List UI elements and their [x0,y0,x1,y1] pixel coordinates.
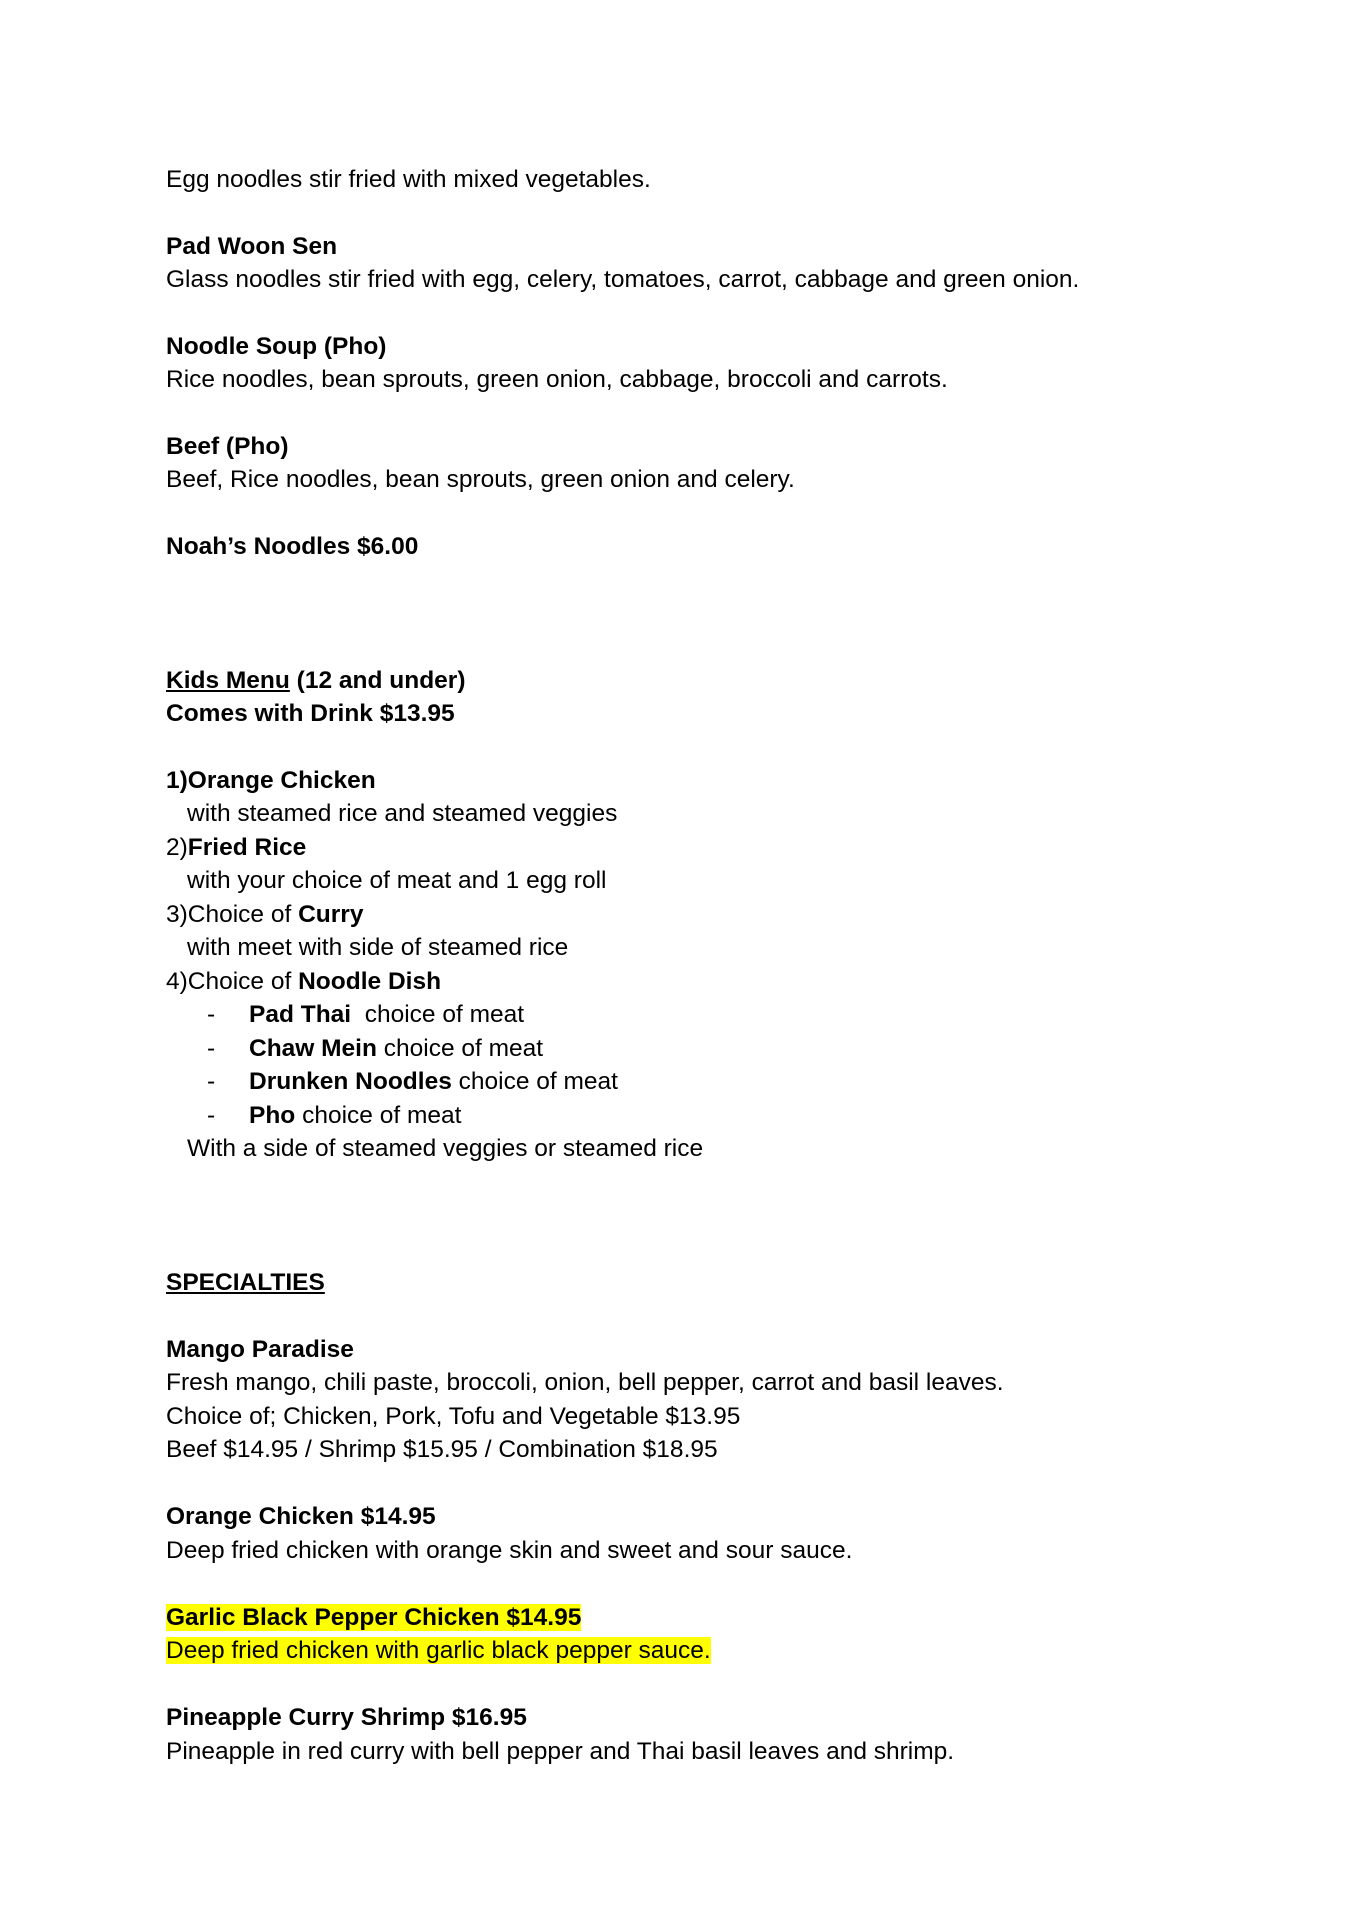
noodle-option-name: Pho [249,1102,296,1129]
kids-item-3-detail: with meet with side of steamed rice [187,934,569,961]
garlic-chicken-desc [166,1634,711,1667]
noodle-option-suffix: choice of meat [451,1068,618,1095]
noahs-noodles: Noah’s Noodles $6.00 [166,533,419,560]
egg-noodles-desc: Egg noodles stir fried with mixed vegetables. [166,166,651,193]
kids-item-1 [166,764,376,797]
noodle-option-name: Pad Thai [249,1001,352,1028]
kids-item-3 [166,898,363,931]
bullet-dash: - [207,1102,216,1129]
bullet-dash: - [207,1035,216,1062]
mango-paradise-title: Mango Paradise [166,1336,354,1363]
orange-chicken-title: Orange Chicken $14.95 [166,1503,436,1530]
kids-item-3-num: 3) [166,901,188,928]
mango-paradise-prices: Beef $14.95 / Shrimp $15.95 / Combination $18.95 [166,1436,718,1463]
orange-chicken-desc: Deep fried chicken with orange skin and sweet and sour sauce. [166,1537,853,1564]
garlic-chicken-title-text: Garlic Black Pepper Chicken $14.95 [166,1604,582,1631]
kids-item-2-name: Fried Rice [187,834,307,861]
bullet-dash: - [207,1001,216,1028]
kids-menu-age-note: (12 and under) [289,667,466,694]
noodle-option-suffix: choice of meat [295,1102,462,1129]
noodle-option-suffix: choice of meat [376,1035,544,1062]
noodle-soup-desc: Rice noodles, bean sprouts, green onion, cabbage, broccoli and carrots. [166,366,948,393]
garlic-chicken-desc-text: Deep fried chicken with garlic black pepper sauce. [166,1637,711,1664]
pad-woon-sen-title: Pad Woon Sen [166,233,338,260]
mango-paradise-choice: Choice of; Chicken, Pork, Tofu and Vegetable $13.95 [166,1403,741,1430]
beef-pho-desc: Beef, Rice noodles, bean sprouts, green onion and celery. [166,466,795,493]
kids-item-4-num: 4) [166,968,188,995]
kids-item-2-num: 2) [166,834,188,861]
kids-item-2 [166,831,306,864]
kids-item-2-detail: with your choice of meat and 1 egg roll [187,867,607,894]
noodle-option-pho [249,1099,461,1132]
kids-menu-heading [166,664,465,697]
kids-menu-price: Comes with Drink $13.95 [166,700,455,727]
kids-item-4 [166,965,441,998]
mango-paradise-desc: Fresh mango, chili paste, broccoli, onion, bell pepper, carrot and basil leaves. [166,1369,1004,1396]
kids-side-note: With a side of steamed veggies or steamed rice [187,1135,704,1162]
noodle-option-name: Drunken Noodles [249,1068,452,1095]
noodle-option-drunken-noodles [249,1065,618,1098]
noodle-soup-title: Noodle Soup (Pho) [166,333,387,360]
kids-item-1-name: Orange Chicken [187,767,376,794]
pineapple-curry-desc: Pineapple in red curry with bell pepper and Thai basil leaves and shrimp. [166,1738,955,1765]
kids-item-1-detail: with steamed rice and steamed veggies [187,800,618,827]
beef-pho-title: Beef (Pho) [166,433,289,460]
pineapple-curry-title: Pineapple Curry Shrimp $16.95 [166,1704,527,1731]
kids-item-4-prefix: Choice of [187,968,299,995]
noodle-option-pad-thai [249,998,524,1031]
specialties-heading: SPECIALTIES [166,1269,325,1296]
garlic-chicken-title [166,1601,581,1634]
kids-menu-title: Kids Menu [166,667,290,694]
noodle-option-name: Chaw Mein [249,1035,377,1062]
kids-item-3-name: Curry [298,901,364,928]
kids-item-3-prefix: Choice of [187,901,299,928]
pad-woon-sen-desc: Glass noodles stir fried with egg, celery, tomatoes, carrot, cabbage and green onion. [166,266,1080,293]
kids-item-1-num: 1) [166,767,188,794]
noodle-option-suffix: choice of meat [351,1001,525,1028]
noodle-option-chaw-mein [249,1032,543,1065]
kids-item-4-name: Noodle Dish [298,968,442,995]
bullet-dash: - [207,1068,216,1095]
